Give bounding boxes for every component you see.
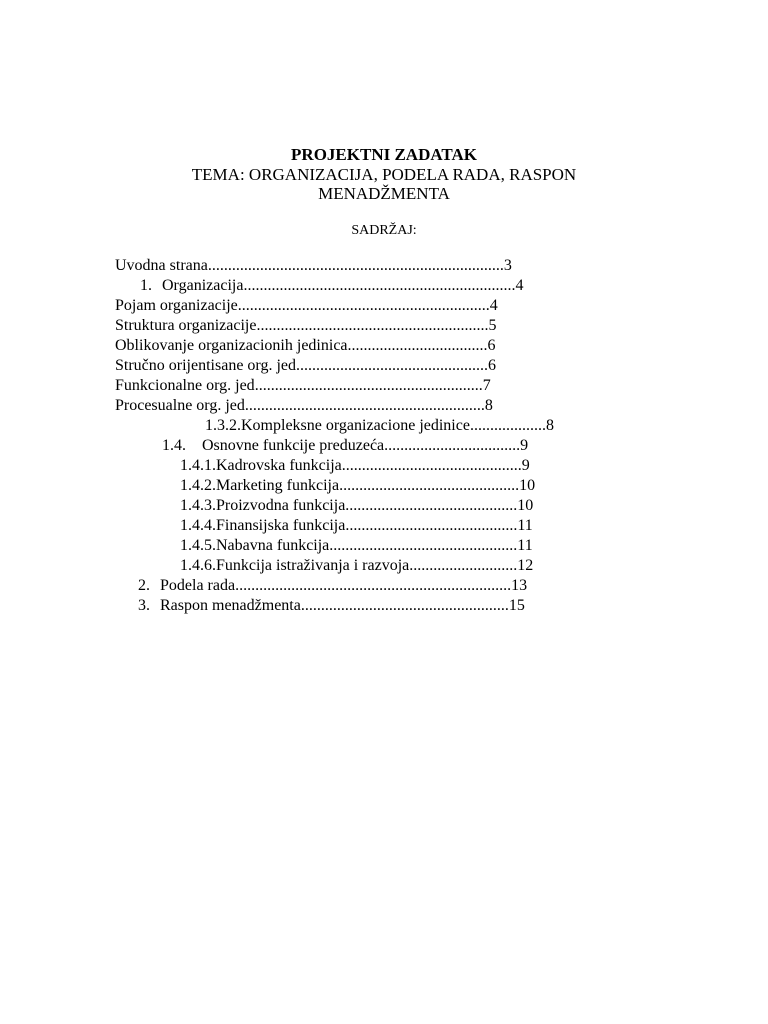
toc-entry-page: 4: [489, 297, 498, 314]
toc-entry-label: Podela rada: [160, 577, 236, 594]
toc-entry-leader: ............................................................: [244, 397, 485, 414]
document-subtitle-line1: TEMA: ORGANIZACIJA, PODELA RADA, RASPON: [191, 165, 577, 184]
toc-entry-page: 6: [487, 337, 496, 354]
toc-entry-page: 7: [482, 377, 491, 394]
toc-entry-label: 1.4.6.Funkcija istraživanja i razvoja: [180, 557, 410, 574]
toc-entry: [115, 396, 493, 416]
toc-entry-page: 13: [511, 577, 528, 594]
toc-entry: [205, 416, 554, 436]
toc-entry: [180, 536, 533, 556]
toc-entry-label: 1.4.2.Marketing funkcija: [180, 477, 340, 494]
toc-entry-leader: ...............................................: [329, 537, 518, 554]
toc-entry-label: 1.4.4.Finansijska funkcija: [180, 517, 346, 534]
toc-entry-leader: ...........................................: [345, 497, 518, 514]
toc-entry-page: 10: [517, 497, 534, 514]
toc-entry: [115, 296, 498, 316]
toc-entry-page: 15: [508, 597, 525, 614]
toc-entry-label: Osnovne funkcije preduzeća: [202, 437, 385, 454]
toc-entry-page: 10: [519, 477, 536, 494]
toc-entry-label: 1.4.5.Nabavna funkcija: [180, 537, 330, 554]
toc-entry: [115, 256, 512, 276]
toc-entry-page: 11: [517, 517, 533, 534]
toc-entry-page: 3: [503, 257, 512, 274]
toc-entry-leader: ...........................: [409, 557, 518, 574]
toc-entry-page: 8: [484, 397, 493, 414]
toc-entry-label: Stručno orijentisane org. jed: [115, 357, 296, 374]
toc-entry: [180, 456, 530, 476]
toc-entry: [115, 336, 496, 356]
toc-entry-number: 2.: [138, 577, 150, 594]
document-subtitle-line2: MENADŽMENTA: [318, 184, 450, 203]
toc-entry-number: 3.: [138, 597, 150, 614]
toc-entry-page: 8: [545, 417, 554, 434]
toc-entry-page: 4: [515, 277, 524, 294]
toc-entry-leader: ...............................................................: [237, 297, 490, 314]
toc-entry-page: 9: [520, 437, 529, 454]
toc-entry: [180, 476, 535, 496]
toc-entry-label: Procesualne org. jed: [115, 397, 245, 414]
toc-entry-label: 1.4.3.Proizvodna funkcija: [180, 497, 346, 514]
toc-entry-leader: .............................................: [341, 457, 522, 474]
toc-entry-leader: ....................................................................: [243, 277, 516, 294]
toc-entry-page: 6: [488, 357, 496, 374]
toc-entry-leader: ..........................................................................: [207, 257, 504, 274]
toc-entry-label: Raspon menadžmenta: [160, 597, 301, 614]
toc-entry-leader: .............................................: [339, 477, 520, 494]
toc-entry: [180, 516, 533, 536]
toc-entry: [138, 596, 525, 616]
toc-entry-leader: ....................................................: [300, 597, 509, 614]
toc-entry-number: 1.4.: [162, 437, 186, 454]
toc-entry-leader: ...................................: [347, 337, 488, 354]
toc-entry-label: Uvodna strana: [115, 257, 208, 274]
toc-entry-leader: ...................: [469, 417, 546, 434]
toc-entry: [140, 276, 523, 296]
toc-entry-leader: .........................................................: [254, 377, 483, 394]
toc-entry: [162, 436, 528, 456]
toc-entry-page: 11: [517, 537, 533, 554]
toc-entry-page: 12: [517, 557, 534, 574]
toc-entry-label: Pojam organizacije: [115, 297, 238, 314]
toc-heading: SADRŽAJ:: [351, 223, 417, 238]
toc-entry-label: Oblikovanje organizacionih jedinica: [115, 337, 348, 354]
toc-entry-leader: ...........................................: [345, 517, 518, 534]
toc-entry-leader: .....................................................................: [235, 577, 512, 594]
toc-entry: [180, 496, 533, 516]
toc-entry-label: Organizacija: [162, 277, 244, 294]
toc-entry: [115, 376, 491, 396]
toc-entry: [115, 316, 496, 336]
toc-entry: [138, 576, 527, 596]
toc-entry-leader: ..........................................................: [256, 317, 489, 334]
toc-entry-page: 9: [521, 457, 530, 474]
toc-entry-label: 1.3.2.Kompleksne organizacione jedinice: [205, 417, 470, 434]
toc-entry-label: 1.4.1.Kadrovska funkcija: [180, 457, 342, 474]
toc-entry: [180, 556, 533, 576]
toc-entry: [115, 356, 496, 376]
document-title: PROJEKTNI ZADATAK: [291, 145, 477, 164]
toc-entry-number: 1.: [140, 277, 152, 294]
toc-entry-page: 5: [488, 317, 497, 334]
toc-entry-leader: ..................................: [384, 437, 521, 454]
toc-entry-label: Struktura organizacije: [115, 317, 257, 334]
toc-entry-label: Funkcionalne org. jed: [115, 377, 255, 394]
toc-entry-leader: ................................................: [296, 357, 488, 374]
